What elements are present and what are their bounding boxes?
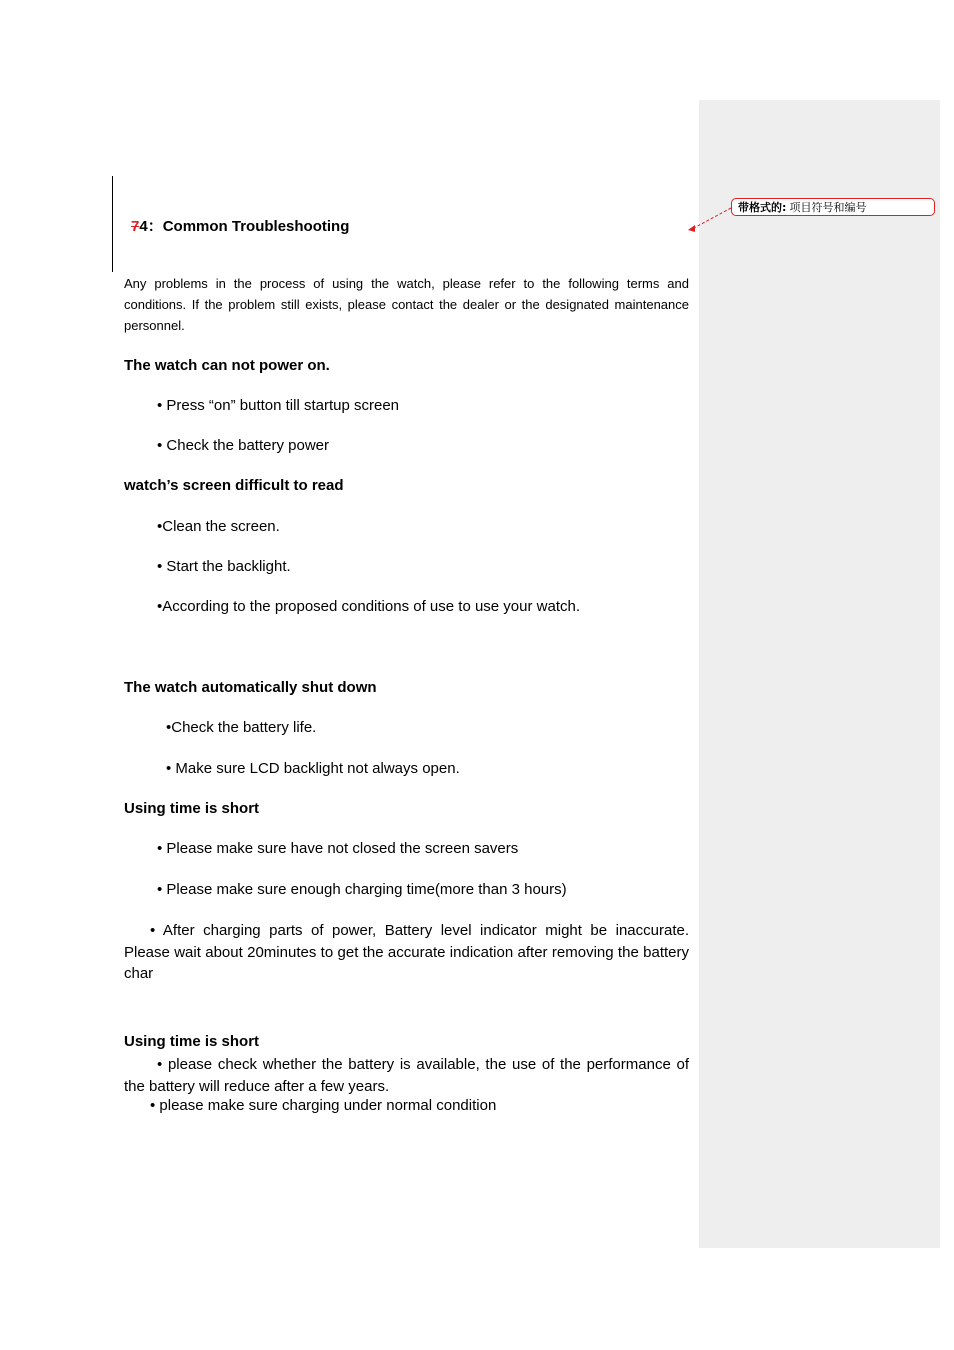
section-heading-time-short: Using time is short: [124, 800, 260, 817]
list-item: • Please make sure enough charging time(more than 3 hours): [157, 881, 567, 898]
list-item: • Make sure LCD backlight not always open.: [166, 760, 460, 777]
comment-margin-pane: [699, 100, 940, 1248]
intro-paragraph: Any problems in the process of using the watch, please refer to the following terms and conditions. If the problem still exists, please contact the dealer or the designated maintenance personnel.: [124, 276, 689, 333]
section-separator: ：: [147, 218, 163, 235]
list-item: •Clean the screen.: [157, 518, 280, 535]
battery-indicator-paragraph: • After charging parts of power, Battery level indicator might be inaccurate. Please wait about 20minutes to get the accurate indication after removing the battery char: [124, 922, 689, 982]
section-heading-time-short-2: Using time is short: [124, 1033, 260, 1050]
format-comment-balloon[interactable]: [731, 198, 935, 216]
comment-label: 带格式的:: [738, 201, 787, 214]
comment-connector-arrow: [688, 225, 695, 232]
list-item: • Start the backlight.: [157, 558, 291, 575]
section-heading-power-on: The watch can not power on.: [124, 357, 330, 374]
comment-value: 项目符号和编号: [789, 201, 867, 214]
section-heading-shut-down: The watch automatically shut down: [124, 679, 377, 696]
deleted-section-number: 7: [131, 218, 140, 235]
comment-connector-line: [692, 208, 731, 229]
list-item: • Check the battery power: [157, 437, 330, 454]
list-item: •Check the battery life.: [166, 719, 317, 736]
list-item: •According to the proposed conditions of use to use your watch.: [157, 598, 581, 615]
section-number: 4: [139, 218, 148, 235]
page-title: [131, 215, 349, 236]
list-item: • please make sure charging under normal condition: [150, 1097, 497, 1114]
battery-performance-paragraph: • please check whether the battery is available, the use of the performance of the battery will reduce after a few years.: [124, 1056, 689, 1095]
section-title: Common Troubleshooting: [162, 218, 350, 235]
section-heading-screen: watch’s screen difficult to read: [124, 477, 344, 494]
change-bar: [112, 176, 113, 272]
list-item: • Press “on” button till startup screen: [157, 397, 400, 414]
list-item: • Please make sure have not closed the screen savers: [157, 840, 519, 857]
